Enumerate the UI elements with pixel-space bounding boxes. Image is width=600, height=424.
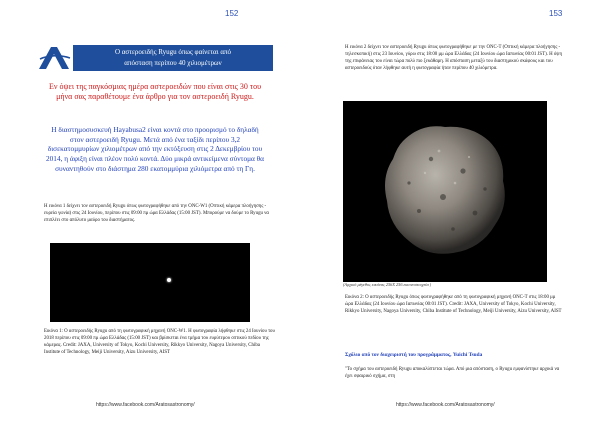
title-line-1: Ο αστεροειδής Ryugu όπως φαίνεται από [114,48,232,56]
article-title-block [36,45,274,71]
blue-paragraph: Η διαστημοσυσκευή Hayabusa2 είναι κοντά στο προορισμό το δηλαδή στον αστεροειδή Ryugu. Μετά από ένα ταξίδι περίπου 3,2 δισεκατομμυρίων χιλιομέτρων από την εκτόξευση στις 2 Δεκεμβρίου του 2014, η άφιξη είναι πλέον πολύ κοντά. Δύο μικρά αντικείμενα σύντομα θα συναντηθούν στο διάστημα 280 εκατομμύρια χιλιόμετρα από τη Γη. [46,125,264,173]
ryugu-dot [167,278,171,282]
image-1-caption: Εικόνα 1: Ο αστεροειδής Ryugu από τη φωτογραφική μηχανή ONC-W1. Η φωτογραφία λήφθηκε στις 24 Ιουνίου του 2018 περίπου στις 09:00 πμ ώρα Ελλάδας (15:00 JST) και βρίσκεται ένα τμήμα του ευρύτερου οπτικού πεδίου της κάμερας. Credit: JAXA, University of Tokyo, Kochi University, Rikkyo University, Nagoya University, Chiba Institute of Technology, Meiji University, Aizu University, AIST [44,329,275,355]
comment-heading: Σχόλιο από τον διαχειριστή του προγράμματος, Yuichi Tsuda [345,352,483,358]
intro-red-text: Εν όψει της παγκόσμιας ημέρα αστεροειδών που είναι στις 30 του μήνα σας παραθέτουμε ένα άρθρο για τον αστεροειδή Ryugu. [48,82,262,101]
footer-link-left[interactable]: https://www.facebook.com/Aratosastronomy/ [96,402,195,408]
title-line-2: απόσταση περίπου 40 χιλιομέτρων [124,59,222,67]
aratos-logo-icon [36,45,72,71]
footer-link-right[interactable]: https://www.facebook.com/Aratosastronomy/ [396,402,495,408]
comment-quote: "Το σχήμα του αστεροειδή Ryugu αποκαλύπτεται τώρα. Από μια απόσταση, ο Ryugu εμφανίστηκε αρχικά να έχει σφαιρικό σχήμα, στη [345,367,560,379]
article-title [73,45,273,71]
page-number-right: 153 [549,9,563,18]
left-body-text: Η εικόνα 1 δείχνει τον αστεροειδή Ryugu όπως φωτογραφήθηκε από την ONC-W1 (Οπτική κάμερα πλοήγησης - ευρεία γωνία) στις 24 Ιουνίου, περίπου στις 09:00 πμ ώρα Ελλάδας (15:00 JST). Μπορούμε να δούμε το Ryugu να επιπλέει στο απόλυτο μαύρο του διαστήματος. [44,204,269,223]
image-2-ryugu-closeup [343,101,547,282]
image-2-caption: Εικόνα 2: Ο αστεροειδής Ryugu όπως φωτογραφήθηκε από τη φωτογραφική μηχανή ONC-T στις 18:00 μμ ώρα Ελλάδας (24 Ιουνίου ώρα Ιαπωνίας 00:01 JST). Credit: JAXA, University of Tokyo, Kochi University, Rikkyo University, Nagoya University, Chiba Institute of Technology, Meiji University, Aizu University, AIST [345,295,562,314]
image-1-ryugu-distant [50,243,250,322]
right-body-top: Η εικόνα 2 δείχνει τον αστεροειδή Ryugu όπως φωτογραφήθηκε με την ONC-T (Οπτική κάμερα πλοήγησης - τηλεσκοπική) στις 23 Ιουνίου, γύρω στις 18:00 μμ ώρα Ελλάδας (24 Ιουνίου ώρα Ιαπωνίας 00:01 JST). Η όψη της επιφάνειας του είναι τώρα πολύ πιο ξεκάθαρη. Η απόσταση μεταξύ του διαστημικού σκάφους και του αστεροειδούς όταν λήφθηκε αυτή η φωτογραφία ήταν περίπου 40 χιλιόμετρα. [345,45,562,71]
image-2-size-note: (Αρχικό μέγεθος εικόνας 256Χ 256 εικονοστοιχεία ) [343,282,432,287]
page-number-left: 152 [225,9,239,18]
